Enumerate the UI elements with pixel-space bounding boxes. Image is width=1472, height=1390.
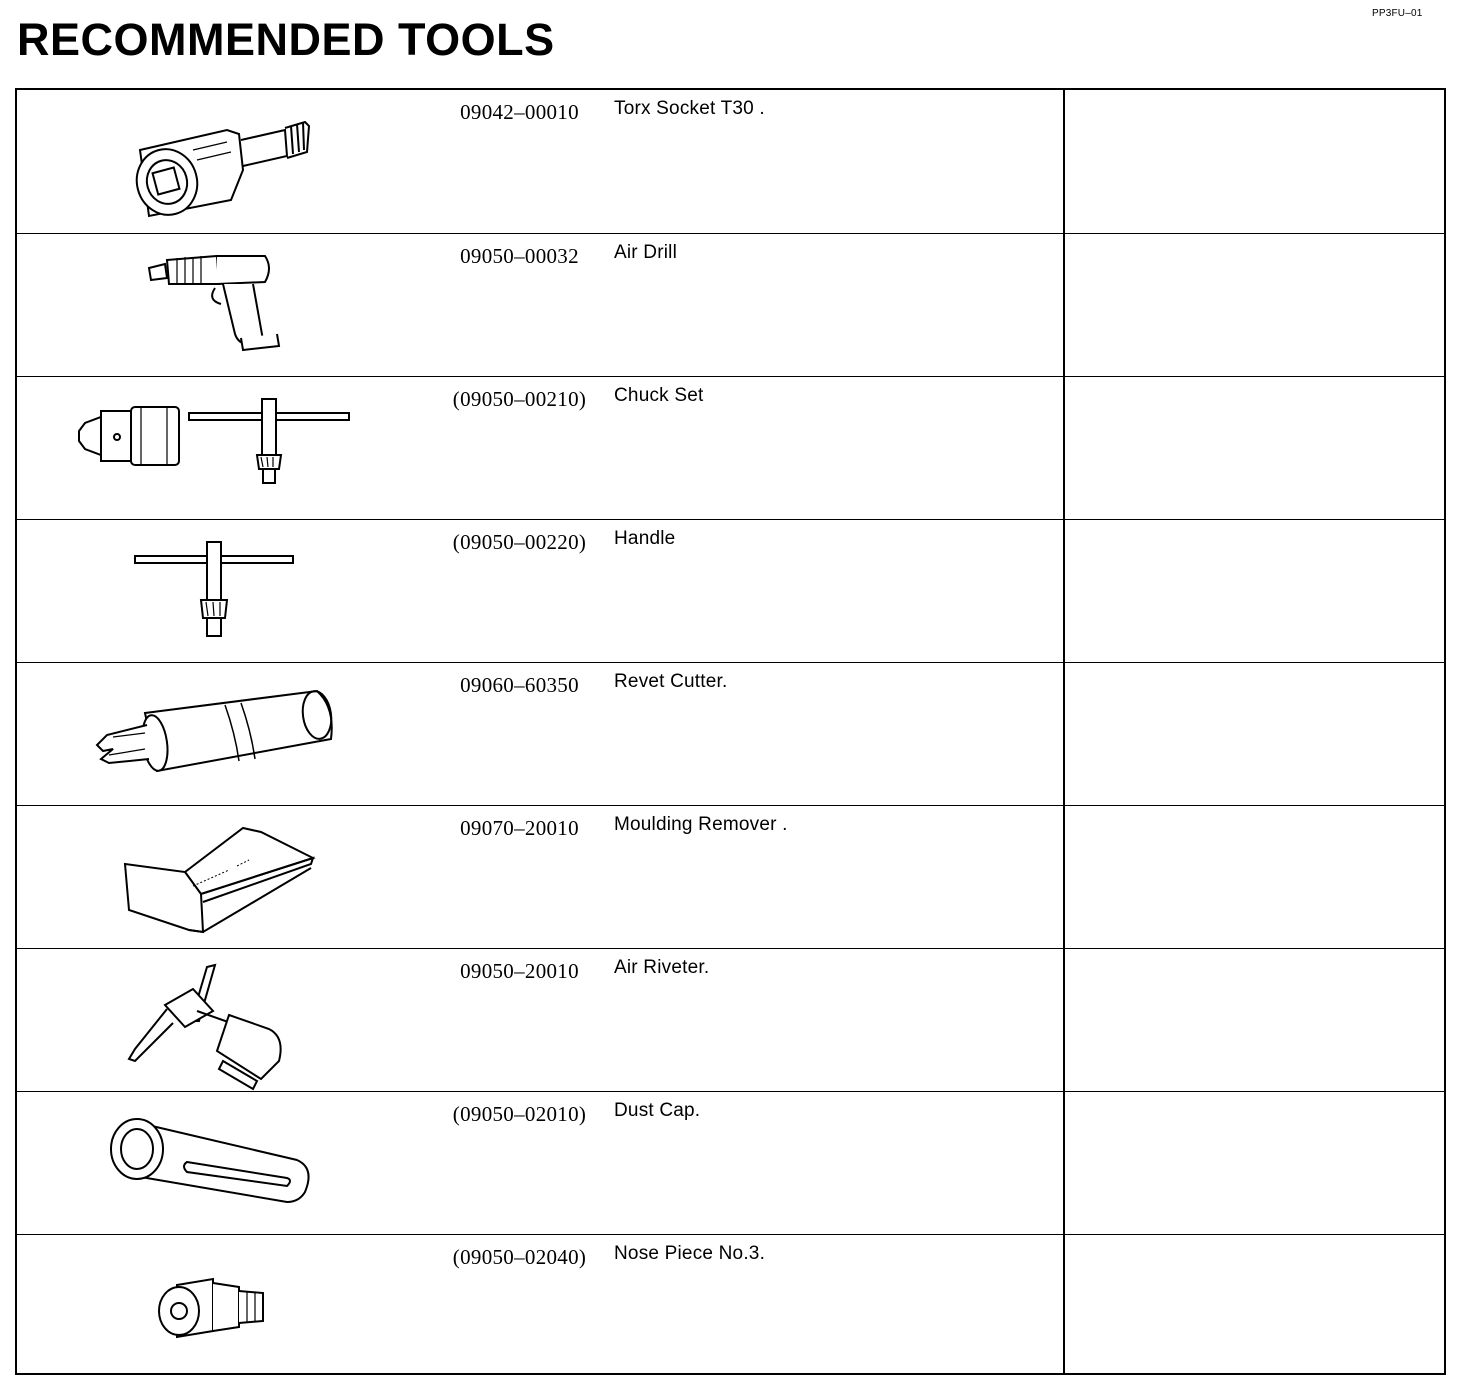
tool-name: Air Drill — [614, 242, 678, 263]
note-cell — [1066, 949, 1444, 1091]
tool-name: Handle — [614, 528, 676, 549]
nose-piece-icon — [17, 1235, 417, 1378]
note-cell — [1066, 234, 1444, 376]
moulding-remover-icon — [17, 806, 417, 949]
table-row — [17, 1234, 1444, 1377]
tool-illustration — [17, 520, 417, 662]
part-number: (09050–02040) — [452, 1245, 587, 1269]
part-number: (09050–02010) — [452, 1102, 587, 1126]
tool-name: Moulding Remover . — [614, 814, 788, 835]
rivet-cutter-icon — [17, 663, 417, 806]
table-row — [17, 519, 1444, 662]
part-number: 09060–60350 — [460, 673, 579, 697]
air-riveter-icon — [17, 949, 417, 1092]
page-title: RECOMMENDED TOOLS — [17, 14, 555, 65]
tool-illustration — [17, 377, 417, 519]
note-cell — [1066, 1092, 1444, 1234]
table-row — [17, 948, 1444, 1091]
part-number: (09050–00220) — [452, 530, 587, 554]
note-cell — [1066, 663, 1444, 805]
tool-illustration — [17, 663, 417, 805]
chuck-set-icon — [17, 377, 417, 520]
air-drill-icon — [17, 234, 417, 377]
table-row — [17, 1091, 1444, 1234]
note-cell — [1066, 520, 1444, 662]
tool-name: Dust Cap. — [614, 1100, 701, 1121]
table-row — [17, 662, 1444, 805]
tools-table — [15, 88, 1446, 1375]
tool-illustration — [17, 90, 417, 233]
chuck-handle-icon — [17, 520, 417, 663]
tool-name: Revet Cutter. — [614, 671, 728, 692]
table-row — [17, 376, 1444, 519]
tool-illustration — [17, 1092, 417, 1234]
note-cell — [1066, 377, 1444, 519]
part-number: 09070–20010 — [460, 816, 579, 840]
tool-illustration — [17, 806, 417, 948]
part-number: 09042–00010 — [460, 100, 579, 124]
table-row — [17, 90, 1444, 233]
document-code: PP3FU–01 — [1372, 8, 1423, 19]
tool-name: Nose Piece No.3. — [614, 1243, 766, 1264]
dust-cap-icon — [17, 1092, 417, 1235]
part-number: (09050–00210) — [452, 387, 587, 411]
tool-name: Torx Socket T30 . — [614, 98, 765, 119]
note-cell — [1066, 806, 1444, 948]
part-number: 09050–20010 — [460, 959, 579, 983]
tool-name: Chuck Set — [614, 385, 704, 406]
torx-socket-icon — [17, 90, 417, 233]
tool-name: Air Riveter. — [614, 957, 710, 978]
tool-illustration — [17, 234, 417, 376]
part-number: 09050–00032 — [460, 244, 579, 268]
note-cell — [1066, 1235, 1444, 1377]
table-row — [17, 805, 1444, 948]
tool-illustration — [17, 949, 417, 1091]
table-row — [17, 233, 1444, 376]
tool-illustration — [17, 1235, 417, 1377]
note-cell — [1066, 90, 1444, 233]
